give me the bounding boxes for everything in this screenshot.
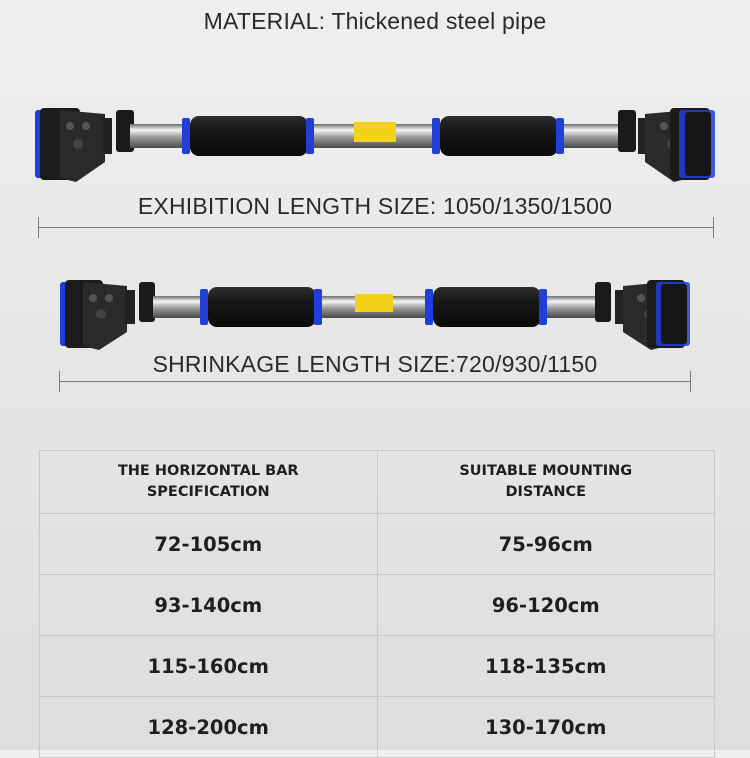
table-row xyxy=(40,636,715,697)
spec-cell: 93-140cm xyxy=(40,575,378,636)
pull-up-bar-image-extended xyxy=(30,104,720,184)
exhibition-dimension-line xyxy=(38,227,714,228)
distance-cell: 130-170cm xyxy=(377,697,715,758)
spec-cell: 72-105cm xyxy=(40,514,378,575)
spec-table xyxy=(39,450,715,758)
spec-cell: 128-200cm xyxy=(40,697,378,758)
table-row xyxy=(40,514,715,575)
exhibition-length-caption: EXHIBITION LENGTH SIZE: 1050/1350/1500 xyxy=(137,193,613,219)
table-row xyxy=(40,575,715,636)
material-caption: MATERIAL: Thickened steel pipe xyxy=(203,8,547,34)
table-row xyxy=(40,697,715,758)
shrinkage-length-caption: SHRINKAGE LENGTH SIZE:720/930/1150 xyxy=(152,351,598,377)
table-header-row xyxy=(40,451,715,514)
pull-up-bar-image-shrunk xyxy=(55,276,695,352)
distance-cell: 96-120cm xyxy=(377,575,715,636)
header-mounting-distance: SUITABLE MOUNTING DISTANCE xyxy=(377,451,715,514)
spec-cell: 115-160cm xyxy=(40,636,378,697)
shrinkage-dimension-line xyxy=(59,381,691,382)
distance-cell: 118-135cm xyxy=(377,636,715,697)
distance-cell: 75-96cm xyxy=(377,514,715,575)
header-bar-specification: THE HORIZONTAL BAR SPECIFICATION xyxy=(40,451,378,514)
